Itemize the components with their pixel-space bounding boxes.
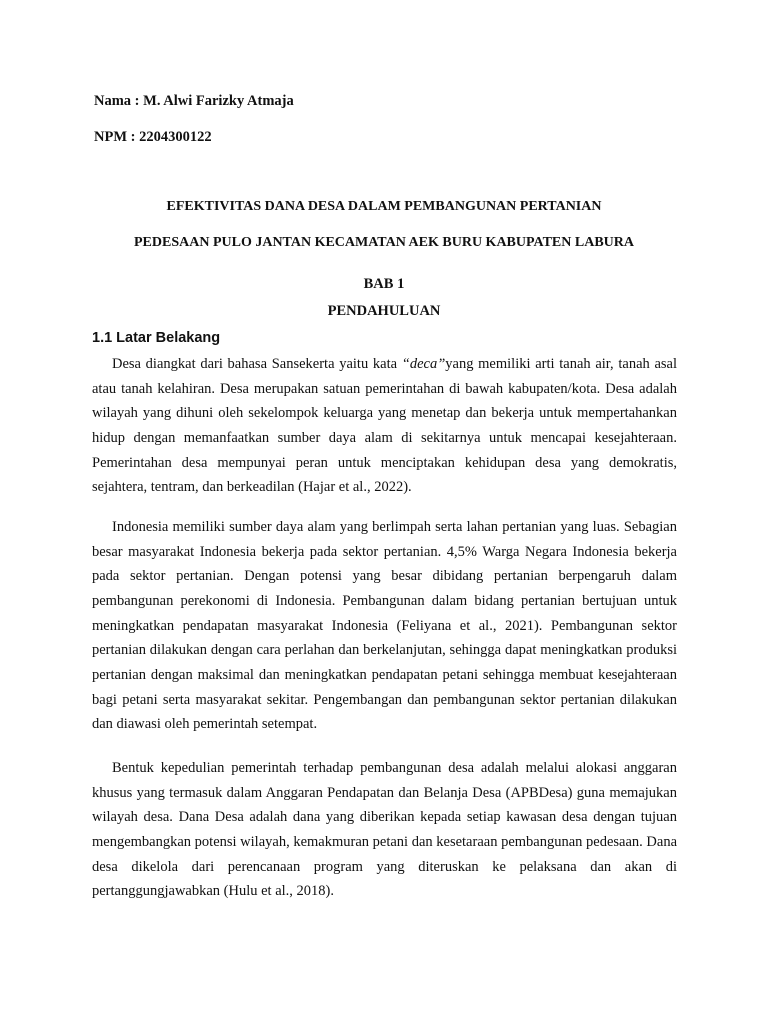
- document-title-line-1: EFEKTIVITAS DANA DESA DALAM PEMBANGUNAN PERTANIAN: [166, 199, 602, 214]
- author-npm: NPM : 2204300122: [94, 129, 212, 145]
- paragraph-1: [92, 352, 677, 500]
- paragraph-1-start: Desa diangkat dari bahasa Sansekerta yaitu kata: [112, 356, 402, 372]
- section-heading: 1.1 Latar Belakang: [92, 330, 221, 346]
- paragraph-1-rest: yang memiliki arti tanah air, tanah asal atau tanah kelahiran. Desa merupakan satuan pemerintahan di bawah kabupaten/kota. Desa adalah wilayah yang dihuni oleh sekelompok keluarga yang menetap dan bekerja untuk mempertahankan hidup dengan memanfaatkan sumber daya alam di sekitarnya untuk mencapai kesejahteraan. Pemerintahan desa mempunyai peran untuk menciptakan kehidupan desa yang demokratis, sejahtera, tentram, dan berkeadilan (Hajar et al., 2022).: [92, 356, 678, 496]
- chapter-number: BAB 1: [363, 276, 405, 292]
- author-name: Nama : M. Alwi Farizky Atmaja: [94, 93, 294, 109]
- chapter-name: PENDAHULUAN: [327, 303, 441, 319]
- paragraph-3: Bentuk kepedulian pemerintah terhadap pembangunan desa adalah melalui alokasi anggaran khusus yang termasuk dalam Anggaran Pendapatan dan Belanja Desa (APBDesa) guna memajukan wilayah desa. Dana Desa adalah dana yang diberikan kepada setiap kawasan desa dengan tujuan mengembangkan potensi wilayah, kemakmuran petani dan kesetaraan pembangunan pedesaan. Dana desa dikelola dari perencanaan program yang diteruskan ke pelaksana dan akan di pertanggungjawabkan (Hulu et al., 2018).: [92, 760, 678, 900]
- paragraph-2: Indonesia memiliki sumber daya alam yang berlimpah serta lahan pertanian yang luas. Sebagian besar masyarakat Indonesia bekerja pada sektor pertanian. 4,5% Warga Negara Indonesia bekerja pada sektor pertanian. Dengan potensi yang besar dibidang pertanian berpengaruh dalam pembangunan perekonomi di Indonesia. Pembangunan dalam bidang pertanian bertujuan untuk meningkatkan pendapatan masyarakat Indonesia (Feliyana et al., 2021). Pembangunan sektor pertanian dilakukan dengan cara perlahan dan berkelanjutan, sehingga dapat meningkatkan produksi pertanian dengan maksimal dan meningkatkan pendapatan petani sehingga membuat kesejahteraan bagi petani serta masyarakat sekitar. Pengembangan dan pembangunan sektor pertanian dilakukan dan diawasi oleh pemerintah setempat.: [92, 519, 677, 733]
- paragraph-1-term: “deca”: [401, 356, 446, 372]
- document-title-line-2: PEDESAAN PULO JANTAN KECAMATAN AEK BURU KABUPATEN LABURA: [133, 235, 634, 250]
